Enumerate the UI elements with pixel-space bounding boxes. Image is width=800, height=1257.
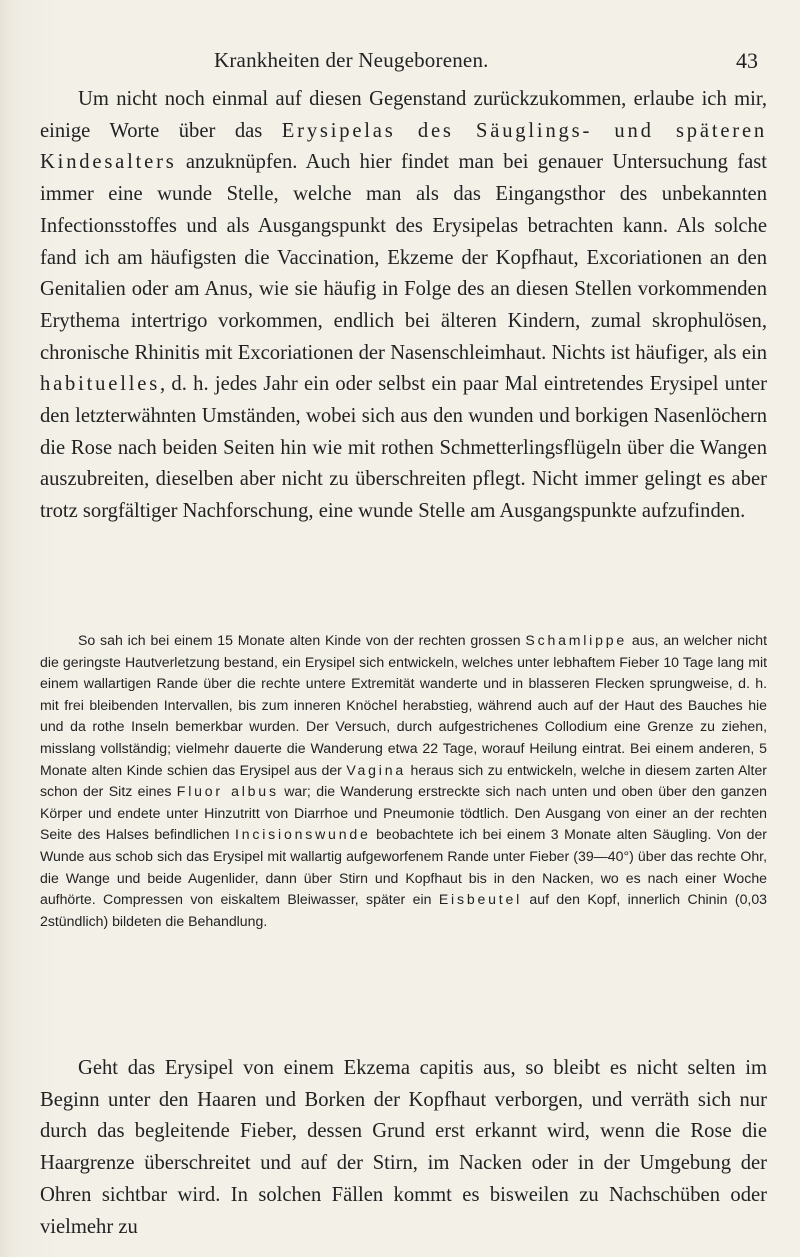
text-segment: So sah ich bei einem 15 Monate alten Kinde von der rechten grossen [78,632,526,648]
text-segment: , d. h. jedes Jahr ein oder selbst ein paar Mal eintretendes Erysipel unter den letzterwähnten Umständen, wobei sich aus den wunden und borkigen Nasenlöchern die Rose nach beiden Seiten hin wie mit rothen Schmetterlingsflügeln über die Wangen auszubreiten, dieselben aber nicht zu überschreiten pflegt. Nicht immer gelingt es aber trotz sorgfältiger Nachforschung, eine wunde Stelle am Ausgangspunkte aufzufinden. [40,373,767,523]
emphasized-term: Fluor albus [176,783,279,800]
emphasized-term: Vagina [346,761,407,778]
emphasized-term: Schamlippe [525,632,628,648]
emphasized-term: Erysipelas des Säuglings- und späteren Kindesalters [40,119,767,174]
text-segment: aus, an welcher nicht die geringste Hautverletzung bestand, ein Erysipel sich entwickeln, welches unter lebhaftem Fieber 10 Tage lang mit einem wallartigen Rande über die rechte untere Extremität wanderte und in blasseren Flecken sprungweise, d. h. mit frei bleibenden Intervallen, bis zum inneren Knöchel herabstieg, während auch auf der Haut des Bauches hie und da rothe Inseln bemerkbar wurden. Der Versuch, durch aufgestrichenes Collodium eine Grenze zu ziehen, misslang vollständig; vielmehr dauerte die Wanderung etwa 22 Tage, worauf Heilung eintrat. Bei einem anderen, 5 Monate alten Kinde schien das Erysipel aus der [40,632,767,778]
text-segment: war; die Wanderung erstreckte sich nach unten und oben über den ganzen Körper und endete unter Hinzutritt von Diarrhoe und Pneumonie tödtlich. Den Ausgang von einer an der rechten Seite des Halses befindlichen [40,783,767,843]
paragraph-ekzema-capitis: Geht das Erysipel von einem Ekzema capitis aus, so bleibt es nicht selten im Beginn unter den Haaren und Borken der Kopfhaut verborgen, und verräth sich nur durch das begleitende Fieber, dessen Grund erst erkannt wird, wenn die Rose die Haargrenze überschreitet und auf der Stirn, im Nacken oder in der Umgebung der Ohren sichtbar wird. In solchen Fällen kommt es bisweilen zu Nachschüben oder vielmehr zu [40,1057,767,1238]
page-number: 43 [736,48,758,73]
text-segment: Um nicht noch einmal auf diesen Gegenstand zurückzukommen, erlaube ich mir, einige Worte über das [40,88,767,142]
case-reports-paragraph [40,630,767,932]
paragraph-erysipelas-intro [40,84,767,528]
text-segment: heraus sich zu entwickeln, welche in diesem zarten Alter schon der Sitz eines [40,761,767,800]
emphasized-term: Eisbeutel [438,891,523,908]
text-segment: auf den Kopf, innerlich Chinin (0,03 2stündlich) bildeten die Behandlung. [40,891,768,929]
text-segment: anzuknüpfen. Auch hier findet man bei genauer Untersuchung fast immer eine wunde Stelle, welche man als das Eingangsthor des unbekannten Infectionsstoffes und als Ausgangspunkt des Erysipelas betrachten kann. Als solche fand ich am häufigsten die Vaccination, Ekzeme der Kopfhaut, Excoriationen an den Genitalien oder am Anus, wie sie häufig in Folge des an diesen Stellen vorkommenden Erythema intertrigo vorkommen, endlich bei älteren Kindern, zumal skrophulösen, chronische Rhinitis mit Excoriationen der Nasenschleimhaut. Nichts ist häufiger, als ein [40,151,767,364]
emphasized-term: Incisionswunde [235,826,371,843]
running-title: Krankheiten der Neugeborenen. [214,48,489,72]
page-header [214,48,758,80]
emphasized-term: habituelles [40,373,161,396]
text-segment: beobachtete ich bei einem 3 Monate alten Säugling. Von der Wunde aus schob sich das Erysipel mit wallartig aufgeworfenem Rande unter Fieber (39—40°) über das rechte Ohr, die Wange und beide Augenlider, dann über Stirn und Kopfhaut bis in den Nacken, wo es nach einer Woche aufhörte. Compressen von eiskaltem Bleiwasser, später ein [40,826,767,908]
